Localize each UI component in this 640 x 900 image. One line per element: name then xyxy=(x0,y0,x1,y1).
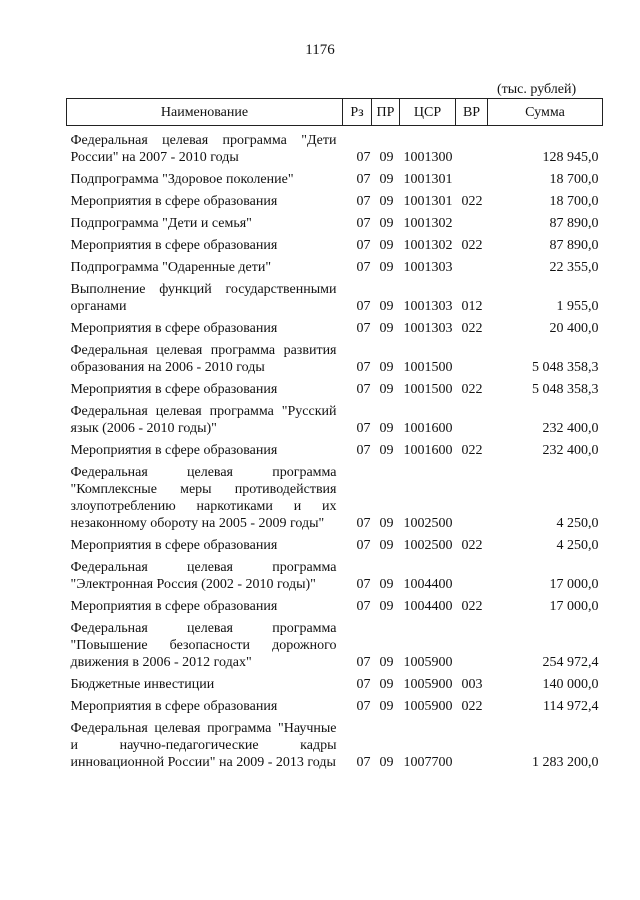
row-pr: 09 xyxy=(379,150,394,165)
row-pr: 09 xyxy=(379,655,394,670)
row-vr: 022 xyxy=(461,599,483,614)
table-row xyxy=(67,191,603,213)
table-row xyxy=(67,257,603,279)
table-row xyxy=(67,535,603,557)
row-csr: 1005900 xyxy=(403,655,453,670)
row-name: Мероприятия в сфере образования xyxy=(70,599,278,614)
row-csr: 1004400 xyxy=(403,577,453,592)
table-row xyxy=(67,618,603,674)
row-pr: 09 xyxy=(379,238,394,253)
row-name: Федеральная целевая программа "Электронная Россия (2002 - 2010 годы)" xyxy=(70,560,337,592)
row-pr: 09 xyxy=(379,599,394,614)
row-name: Подпрограмма "Дети и семья" xyxy=(70,216,252,231)
table-row xyxy=(67,235,603,257)
row-csr: 1001302 xyxy=(403,216,453,231)
row-vr: 003 xyxy=(461,677,483,692)
table-row xyxy=(67,674,603,696)
row-vr: 022 xyxy=(461,699,483,714)
row-rz: 07 xyxy=(356,699,371,714)
row-pr: 09 xyxy=(379,299,394,314)
row-name: Мероприятия в сфере образования xyxy=(70,238,278,253)
row-rz: 07 xyxy=(356,677,371,692)
row-pr: 09 xyxy=(379,260,394,275)
row-name: Мероприятия в сфере образования xyxy=(70,699,278,714)
table-row xyxy=(67,169,603,191)
table-row xyxy=(67,596,603,618)
header-sum: Сумма xyxy=(488,99,603,126)
row-vr xyxy=(456,401,488,440)
row-name: Федеральная целевая программа "Комплексные меры противодействия злоупотреблению наркотиками и их незаконному обороту на 2005 - 2009 годы" xyxy=(70,465,337,531)
table-header-row xyxy=(67,99,603,126)
row-csr: 1002500 xyxy=(403,516,453,531)
row-name: Федеральная целевая программа "Повышение безопасности дорожного движения в 2006 - 2012 годах" xyxy=(70,621,337,670)
row-name: Федеральная целевая программа "Русский язык (2006 - 2010 годы)" xyxy=(70,404,337,436)
row-name: Федеральная целевая программа "Дети России" на 2007 - 2010 годы xyxy=(70,133,337,165)
row-rz: 07 xyxy=(356,655,371,670)
row-rz: 07 xyxy=(356,599,371,614)
row-vr: 022 xyxy=(461,321,483,336)
row-sum: 87 890,0 xyxy=(549,238,599,253)
header-name: Наименование xyxy=(67,99,343,126)
row-vr: 022 xyxy=(461,443,483,458)
row-pr: 09 xyxy=(379,172,394,187)
row-name: Мероприятия в сфере образования xyxy=(70,538,278,553)
row-name: Подпрограмма "Одаренные дети" xyxy=(70,260,272,275)
row-rz: 07 xyxy=(356,238,371,253)
table-row xyxy=(67,462,603,535)
row-csr: 1005900 xyxy=(403,677,453,692)
row-csr: 1001500 xyxy=(403,360,453,375)
row-rz: 07 xyxy=(356,216,371,231)
row-vr xyxy=(456,718,488,774)
row-rz: 07 xyxy=(356,382,371,397)
row-rz: 07 xyxy=(356,360,371,375)
row-csr: 1001600 xyxy=(403,443,453,458)
row-rz: 07 xyxy=(356,150,371,165)
table-row xyxy=(67,440,603,462)
row-sum: 1 283 200,0 xyxy=(532,755,599,770)
header-rz: Рз xyxy=(343,99,372,126)
row-vr xyxy=(456,557,488,596)
row-pr: 09 xyxy=(379,677,394,692)
row-pr: 09 xyxy=(379,216,394,231)
budget-table xyxy=(66,98,603,774)
row-rz: 07 xyxy=(356,443,371,458)
row-pr: 09 xyxy=(379,699,394,714)
row-pr: 09 xyxy=(379,516,394,531)
row-csr: 1001301 xyxy=(403,194,453,209)
row-csr: 1001303 xyxy=(403,299,453,314)
row-sum: 232 400,0 xyxy=(542,443,599,458)
row-csr: 1001301 xyxy=(403,172,453,187)
row-vr xyxy=(456,126,488,170)
row-vr xyxy=(456,340,488,379)
row-rz: 07 xyxy=(356,194,371,209)
row-csr: 1001600 xyxy=(403,421,453,436)
row-vr xyxy=(456,462,488,535)
row-pr: 09 xyxy=(379,421,394,436)
row-name: Бюджетные инвестиции xyxy=(70,677,215,692)
row-rz: 07 xyxy=(356,755,371,770)
row-vr xyxy=(456,213,488,235)
table-row xyxy=(67,557,603,596)
row-vr xyxy=(456,257,488,279)
row-pr: 09 xyxy=(379,360,394,375)
table-row xyxy=(67,379,603,401)
row-vr: 012 xyxy=(461,299,483,314)
row-pr: 09 xyxy=(379,194,394,209)
row-name: Федеральная целевая программа "Научные и научно-педагогические кадры инновационной России" на 2009 - 2013 годы xyxy=(70,721,337,770)
row-sum: 22 355,0 xyxy=(549,260,599,275)
row-pr: 09 xyxy=(379,321,394,336)
row-sum: 20 400,0 xyxy=(549,321,599,336)
table-row xyxy=(67,696,603,718)
row-csr: 1001302 xyxy=(403,238,453,253)
row-rz: 07 xyxy=(356,260,371,275)
row-sum: 4 250,0 xyxy=(556,516,599,531)
table-row xyxy=(67,718,603,774)
table-row xyxy=(67,279,603,318)
units-label: (тыс. рублей) xyxy=(497,82,577,97)
header-pr: ПР xyxy=(372,99,400,126)
row-sum: 254 972,4 xyxy=(542,655,599,670)
row-pr: 09 xyxy=(379,538,394,553)
page-number: 1176 xyxy=(305,42,335,58)
row-sum: 4 250,0 xyxy=(556,538,599,553)
row-name: Подпрограмма "Здоровое поколение" xyxy=(70,172,294,187)
row-vr: 022 xyxy=(461,194,483,209)
table-row xyxy=(67,318,603,340)
row-rz: 07 xyxy=(356,172,371,187)
row-vr: 022 xyxy=(461,238,483,253)
row-csr: 1001300 xyxy=(403,150,453,165)
row-name: Выполнение функций государственными органами xyxy=(70,282,337,314)
row-rz: 07 xyxy=(356,516,371,531)
row-vr xyxy=(456,169,488,191)
header-csr: ЦСР xyxy=(400,99,456,126)
row-name: Мероприятия в сфере образования xyxy=(70,321,278,336)
row-sum: 1 955,0 xyxy=(556,299,599,314)
row-csr: 1005900 xyxy=(403,699,453,714)
row-rz: 07 xyxy=(356,577,371,592)
row-rz: 07 xyxy=(356,321,371,336)
row-pr: 09 xyxy=(379,577,394,592)
row-vr xyxy=(456,618,488,674)
row-csr: 1001303 xyxy=(403,260,453,275)
table-body xyxy=(67,126,603,775)
row-pr: 09 xyxy=(379,755,394,770)
table-row xyxy=(67,401,603,440)
row-name: Мероприятия в сфере образования xyxy=(70,443,278,458)
row-rz: 07 xyxy=(356,538,371,553)
table-row xyxy=(67,340,603,379)
row-sum: 140 000,0 xyxy=(542,677,599,692)
row-sum: 18 700,0 xyxy=(549,172,599,187)
row-sum: 5 048 358,3 xyxy=(532,360,599,375)
row-rz: 07 xyxy=(356,421,371,436)
row-sum: 232 400,0 xyxy=(542,421,599,436)
row-name: Мероприятия в сфере образования xyxy=(70,382,278,397)
row-sum: 18 700,0 xyxy=(549,194,599,209)
table-row xyxy=(67,213,603,235)
row-sum: 128 945,0 xyxy=(542,150,599,165)
row-name: Мероприятия в сфере образования xyxy=(70,194,278,209)
row-name: Федеральная целевая программа развития образования на 2006 - 2010 годы xyxy=(70,343,337,375)
row-csr: 1001303 xyxy=(403,321,453,336)
row-csr: 1001500 xyxy=(403,382,453,397)
row-vr: 022 xyxy=(461,538,483,553)
row-csr: 1004400 xyxy=(403,599,453,614)
row-sum: 17 000,0 xyxy=(549,577,599,592)
row-vr: 022 xyxy=(461,382,483,397)
row-sum: 5 048 358,3 xyxy=(532,382,599,397)
row-pr: 09 xyxy=(379,382,394,397)
row-pr: 09 xyxy=(379,443,394,458)
header-vr: ВР xyxy=(456,99,488,126)
row-sum: 87 890,0 xyxy=(549,216,599,231)
row-sum: 17 000,0 xyxy=(549,599,599,614)
row-sum: 114 972,4 xyxy=(543,699,599,714)
table-row xyxy=(67,126,603,170)
row-rz: 07 xyxy=(356,299,371,314)
row-csr: 1002500 xyxy=(403,538,453,553)
row-csr: 1007700 xyxy=(403,755,453,770)
